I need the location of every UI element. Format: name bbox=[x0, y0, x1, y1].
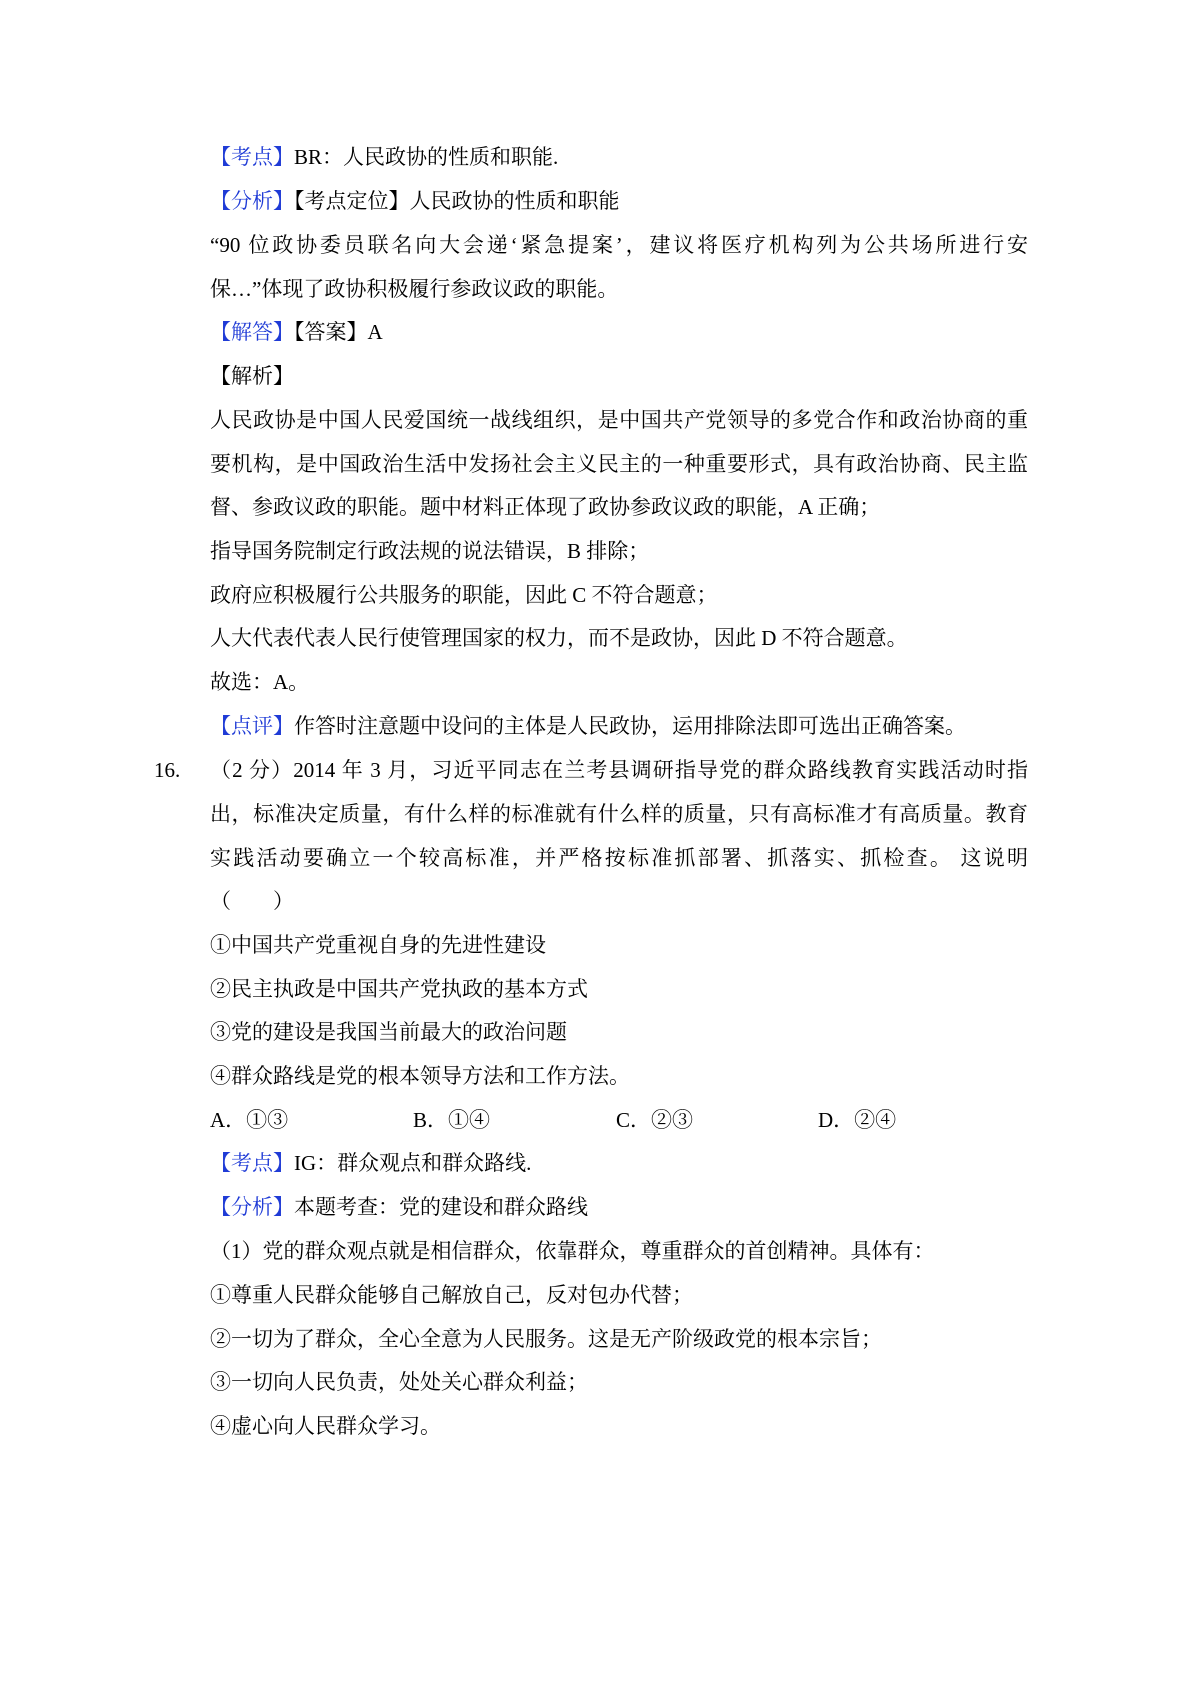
q16-statement-2: ②民主执政是中国共产党执政的基本方式 bbox=[210, 977, 588, 1001]
fenxi-tag: 【分析】 bbox=[210, 1195, 294, 1219]
q15-body-line2: 要机构，是中国政治生活中发扬社会主义民主的一种重要形式，具有政治协商、民主监 bbox=[210, 452, 1028, 476]
option-d: D．②④ bbox=[818, 1108, 897, 1132]
dianping-tag: 【点评】 bbox=[210, 714, 294, 738]
q16-stem-line1: （2 分）2014 年 3 月，习近平同志在兰考县调研指导党的群众路线教育实践活动时指 bbox=[210, 758, 1028, 782]
q15-dianping bbox=[210, 716, 966, 737]
q15-jieda bbox=[210, 322, 383, 343]
q15-body-line1: 人民政协是中国人民爱国统一战线组织，是中国共产党领导的多党合作和政治协商的重 bbox=[210, 408, 1028, 432]
q15-body-line6: 人大代表代表人民行使管理国家的权力，而不是政协，因此 D 不符合题意。 bbox=[210, 626, 908, 650]
option-b: B．①④ bbox=[413, 1108, 491, 1132]
fenxi-text: 本题考查：党的建设和群众路线 bbox=[294, 1195, 588, 1219]
q16-statement-1: ①中国共产党重视自身的先进性建设 bbox=[210, 933, 546, 957]
q15-guxuan: 故选：A。 bbox=[210, 670, 310, 694]
q16-point1: （1）党的群众观点就是相信群众，依靠群众，尊重群众的首创精神。具体有： bbox=[210, 1239, 935, 1263]
q15-fenxi bbox=[210, 191, 620, 212]
q15-fenxi-line1: “90 位政协委员联名向大会递‘紧急提案’，建议将医疗机构列为公共场所进行安 bbox=[210, 233, 1028, 257]
q16-stem-line2: 出，标准决定质量，有什么样的标准就有什么样的质量，只有高标准才有高质量。教育 bbox=[210, 802, 1028, 826]
q16-statement-3: ③党的建设是我国当前最大的政治问题 bbox=[210, 1020, 567, 1044]
option-a: A．①③ bbox=[210, 1108, 289, 1132]
q16-number: 16. bbox=[154, 758, 181, 782]
jieda-tag: 【解答】 bbox=[210, 320, 294, 344]
q16-sub-item-4: ④虚心向人民群众学习。 bbox=[210, 1414, 441, 1438]
fenxi-tag: 【分析】 bbox=[210, 189, 294, 213]
kaodian-tag: 【考点】 bbox=[210, 145, 294, 169]
q16-fenxi bbox=[210, 1197, 588, 1218]
q16-kaodian bbox=[210, 1153, 531, 1174]
q15-body-line5: 政府应积极履行公共服务的职能，因此 C 不符合题意； bbox=[210, 583, 718, 607]
fenxi-text: 【考点定位】人民政协的性质和职能 bbox=[294, 189, 620, 213]
q16-sub-item-3: ③一切向人民负责，处处关心群众利益； bbox=[210, 1370, 588, 1394]
q16-sub-item-1: ①尊重人民群众能够自己解放自己，反对包办代替； bbox=[210, 1283, 693, 1307]
q16-stem-line3: 实践活动要确立一个较高标准，并严格按标准抓部署、抓落实、抓检查。 这说明 bbox=[210, 846, 1028, 870]
q16-sub-item-2: ②一切为了群众，全心全意为人民服务。这是无产阶级政党的根本宗旨； bbox=[210, 1327, 882, 1351]
dianping-text: 作答时注意题中设问的主体是人民政协，运用排除法即可选出正确答案。 bbox=[294, 714, 966, 738]
jieda-text: 【答案】A bbox=[294, 320, 383, 344]
q15-kaodian bbox=[210, 147, 558, 168]
q15-fenxi-line2: 保…”体现了政协积极履行参政议政的职能。 bbox=[210, 277, 619, 301]
option-c: C．②③ bbox=[616, 1108, 694, 1132]
q15-body-line3: 督、参政议政的职能。题中材料正体现了政协参政议政的职能，A 正确； bbox=[210, 495, 881, 519]
q15-jiexi: 【解析】 bbox=[210, 364, 294, 388]
kaodian-text: BR：人民政协的性质和职能. bbox=[294, 145, 559, 169]
kaodian-text: IG：群众观点和群众路线. bbox=[294, 1151, 532, 1175]
q16-blank: （ ） bbox=[210, 889, 294, 913]
q15-body-line4: 指导国务院制定行政法规的说法错误，B 排除； bbox=[210, 539, 650, 563]
q16-statement-4: ④群众路线是党的根本领导方法和工作方法。 bbox=[210, 1064, 630, 1088]
kaodian-tag: 【考点】 bbox=[210, 1151, 294, 1175]
